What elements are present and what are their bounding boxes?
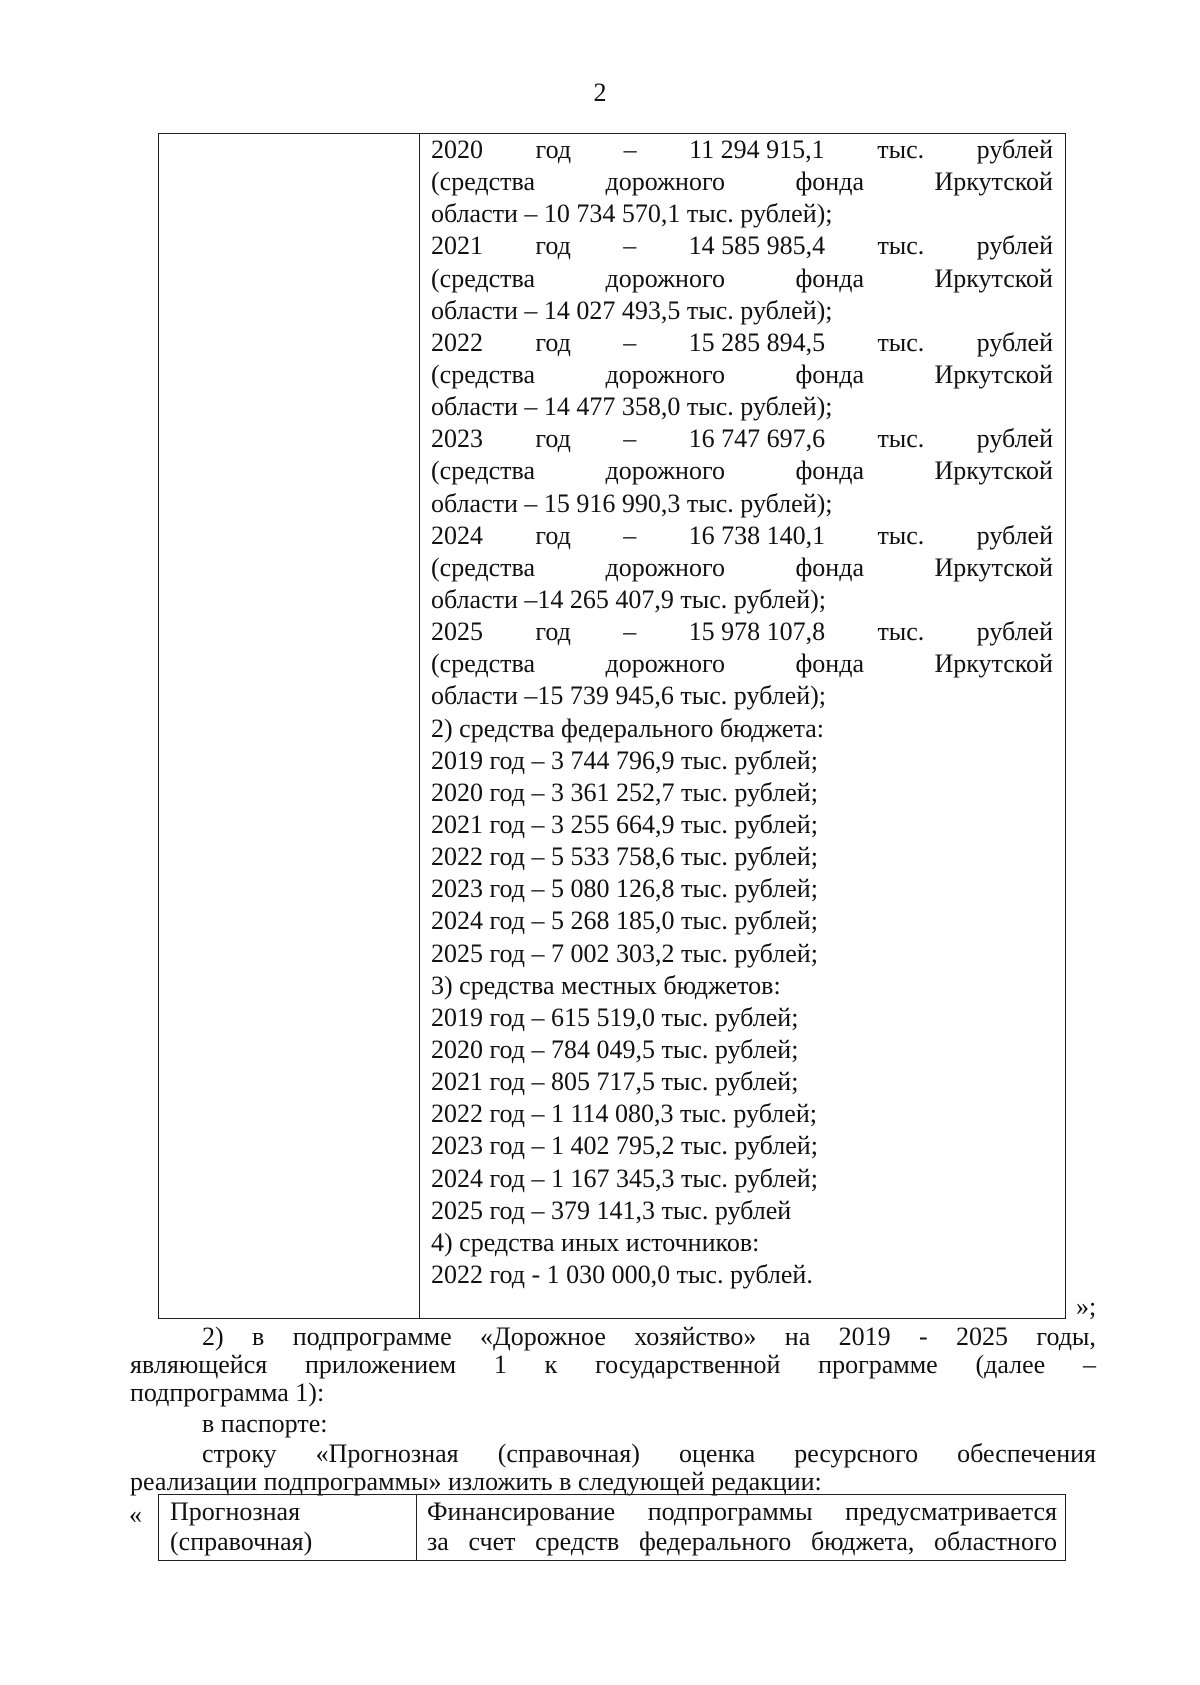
word: Иркутской xyxy=(934,649,1053,679)
word: год xyxy=(535,231,571,261)
word: тыс. xyxy=(877,231,925,261)
word: (справочная) xyxy=(497,1439,640,1468)
word: год xyxy=(535,424,571,454)
paragraph-line xyxy=(130,1351,1096,1379)
word: 1 xyxy=(493,1350,507,1379)
funding-line: области –15 739 945,6 тыс. рублей); xyxy=(431,681,826,711)
funding-line: области –14 265 407,9 тыс. рублей); xyxy=(431,584,826,614)
word: оценка xyxy=(679,1439,756,1468)
word: областного xyxy=(934,1527,1057,1556)
funding-line: 2022 год - 1 030 000,0 тыс. рублей. xyxy=(431,1259,813,1289)
word: 2019 xyxy=(838,1322,891,1351)
word: дорожного xyxy=(605,167,725,197)
word: тыс. xyxy=(877,424,925,454)
word: 2025 xyxy=(956,1322,1009,1351)
word: тыс. xyxy=(877,617,925,647)
funding-line xyxy=(431,552,1053,584)
word: Иркутской xyxy=(934,456,1053,486)
funding-line: области – 14 027 493,5 тыс. рублей); xyxy=(431,295,833,325)
word: - xyxy=(919,1322,928,1351)
word: рублей xyxy=(976,520,1053,550)
funding-line xyxy=(431,327,1053,359)
word: (средства xyxy=(431,167,535,197)
funding-line: 2020 год – 3 361 252,7 тыс. рублей; xyxy=(431,777,818,807)
word: 2024 xyxy=(431,520,483,550)
word: – xyxy=(623,231,637,261)
forecast-table xyxy=(158,1494,1066,1561)
word: фонда xyxy=(795,263,864,293)
word: средств xyxy=(535,1527,620,1556)
funding-line xyxy=(431,520,1053,552)
word: подпрограмме xyxy=(292,1322,452,1351)
funding-line: 2025 год – 7 002 303,2 тыс. рублей; xyxy=(431,938,818,968)
table-column-divider xyxy=(419,134,420,1318)
word: дорожного xyxy=(605,552,725,582)
word: Финансирование xyxy=(427,1497,616,1526)
word: дорожного xyxy=(605,456,725,486)
funding-line: 2022 год – 5 533 758,6 тыс. рублей; xyxy=(431,842,818,872)
cell-line xyxy=(427,1497,1057,1527)
paragraph-line: реализации подпрограммы» изложить в следующей редакции: xyxy=(130,1467,822,1496)
word: ресурсного xyxy=(794,1439,919,1468)
word: Иркутской xyxy=(934,552,1053,582)
word: 16 747 697,6 xyxy=(688,424,826,454)
funding-line: области – 10 734 570,1 тыс. рублей); xyxy=(431,199,833,229)
word: фонда xyxy=(795,649,864,679)
word: (средства xyxy=(431,649,535,679)
paragraph-passport xyxy=(130,1410,1096,1438)
word: 14 585 985,4 xyxy=(688,231,826,261)
opening-quote: « xyxy=(129,1500,142,1529)
word: на xyxy=(784,1322,811,1351)
word: (средства xyxy=(431,359,535,389)
page-number: 2 xyxy=(593,78,607,107)
word: 15 285 894,5 xyxy=(688,327,826,357)
word: 2025 xyxy=(431,617,483,647)
funding-line xyxy=(431,648,1053,680)
word: рублей xyxy=(976,424,1053,454)
table-column-divider xyxy=(416,1495,417,1560)
word: дорожного xyxy=(605,649,725,679)
word: рублей xyxy=(976,135,1053,164)
cell-line xyxy=(427,1527,1057,1557)
funding-line: области – 14 477 358,0 тыс. рублей); xyxy=(431,392,833,422)
funding-line: 2) средства федерального бюджета: xyxy=(431,713,825,743)
word: «Дорожное xyxy=(480,1322,606,1351)
funding-line: 2025 год – 379 141,3 тыс. рублей xyxy=(431,1195,792,1225)
word: годы, xyxy=(1036,1322,1096,1351)
paragraph-subprogram xyxy=(130,1323,1096,1407)
funding-line xyxy=(431,230,1053,262)
word: рублей xyxy=(976,617,1053,647)
word: государственной xyxy=(595,1350,781,1379)
funding-details-cell xyxy=(431,134,1053,1291)
word: за xyxy=(427,1527,449,1556)
word: предусматривается xyxy=(845,1497,1057,1526)
word: Иркутской xyxy=(934,263,1053,293)
word: (далее xyxy=(975,1350,1046,1379)
word: фонда xyxy=(795,456,864,486)
paragraph-line: в паспорте: xyxy=(202,1409,328,1438)
funding-line: 2019 год – 615 519,0 тыс. рублей; xyxy=(431,1002,799,1032)
word: – xyxy=(623,424,637,454)
funding-line: 2021 год – 805 717,5 тыс. рублей; xyxy=(431,1067,799,1097)
forecast-label-cell xyxy=(170,1497,410,1557)
word: дорожного xyxy=(605,263,725,293)
word: фонда xyxy=(795,167,864,197)
word: 2) xyxy=(202,1322,224,1351)
word: приложением xyxy=(305,1350,457,1379)
word: год xyxy=(535,617,571,647)
word: (средства xyxy=(431,263,535,293)
word: тыс. xyxy=(877,135,925,164)
cell-line: (справочная) xyxy=(170,1527,313,1556)
word: – xyxy=(623,520,637,550)
funding-line xyxy=(431,423,1053,455)
funding-line: 2022 год – 1 114 080,3 тыс. рублей; xyxy=(431,1099,817,1129)
word: Иркутской xyxy=(934,359,1053,389)
word: тыс. xyxy=(877,327,925,357)
word: бюджета, xyxy=(810,1527,915,1556)
word: год xyxy=(535,327,571,357)
word: 2023 xyxy=(431,424,483,454)
funding-line: 2024 год – 1 167 345,3 тыс. рублей; xyxy=(431,1163,818,1193)
funding-line xyxy=(431,263,1053,295)
paragraph-line: подпрограмма 1): xyxy=(130,1378,325,1407)
word: фонда xyxy=(795,359,864,389)
cell-line: Прогнозная xyxy=(170,1497,301,1526)
funding-line xyxy=(431,166,1053,198)
word: Иркутской xyxy=(934,167,1053,197)
forecast-text-cell xyxy=(427,1497,1057,1557)
word: – xyxy=(623,135,637,164)
word: 16 738 140,1 xyxy=(688,520,826,550)
funding-line: 2024 год – 5 268 185,0 тыс. рублей; xyxy=(431,906,818,936)
word: «Прогнозная xyxy=(315,1439,459,1468)
funding-line: области – 15 916 990,3 тыс. рублей); xyxy=(431,488,833,518)
word: к xyxy=(544,1350,558,1379)
closing-quote: »; xyxy=(1076,1292,1097,1321)
funding-line: 2020 год – 784 049,5 тыс. рублей; xyxy=(431,1034,799,1064)
funding-line xyxy=(431,359,1053,391)
word: обеспечения xyxy=(957,1439,1096,1468)
word: в xyxy=(252,1322,265,1351)
word: год xyxy=(535,520,571,550)
funding-line: 2019 год – 3 744 796,9 тыс. рублей; xyxy=(431,745,818,775)
word: 15 978 107,8 xyxy=(688,617,826,647)
funding-line xyxy=(431,134,1053,166)
word: 2021 xyxy=(431,231,483,261)
word: – xyxy=(623,327,637,357)
resource-table xyxy=(158,133,1066,1319)
paragraph-line xyxy=(130,1323,1096,1351)
word: счет xyxy=(468,1527,516,1556)
paragraph-row-instruction xyxy=(130,1440,1096,1496)
word: программе xyxy=(818,1350,938,1379)
word: подпрограммы xyxy=(647,1497,813,1526)
funding-line: 3) средства местных бюджетов: xyxy=(431,970,781,1000)
word: рублей xyxy=(976,231,1053,261)
word: являющейся xyxy=(130,1350,268,1379)
funding-line xyxy=(431,455,1053,487)
word: рублей xyxy=(976,327,1053,357)
funding-line: 2021 год – 3 255 664,9 тыс. рублей; xyxy=(431,809,818,839)
word: строку xyxy=(202,1439,277,1468)
word: (средства xyxy=(431,552,535,582)
word: (средства xyxy=(431,456,535,486)
word: 2022 xyxy=(431,327,483,357)
word: федерального xyxy=(638,1527,792,1556)
funding-line: 4) средства иных источников: xyxy=(431,1227,760,1257)
funding-line: 2023 год – 1 402 795,2 тыс. рублей; xyxy=(431,1131,818,1161)
word: фонда xyxy=(795,552,864,582)
word: тыс. xyxy=(877,520,925,550)
word: хозяйство» xyxy=(634,1322,757,1351)
word: 11 294 915,1 xyxy=(689,135,825,164)
word: – xyxy=(623,617,637,647)
word: 2020 xyxy=(431,135,483,164)
funding-line: 2023 год – 5 080 126,8 тыс. рублей; xyxy=(431,874,818,904)
word: – xyxy=(1082,1350,1096,1379)
word: год xyxy=(535,135,572,164)
word: дорожного xyxy=(605,359,725,389)
paragraph-line xyxy=(130,1440,1096,1468)
funding-line xyxy=(431,616,1053,648)
